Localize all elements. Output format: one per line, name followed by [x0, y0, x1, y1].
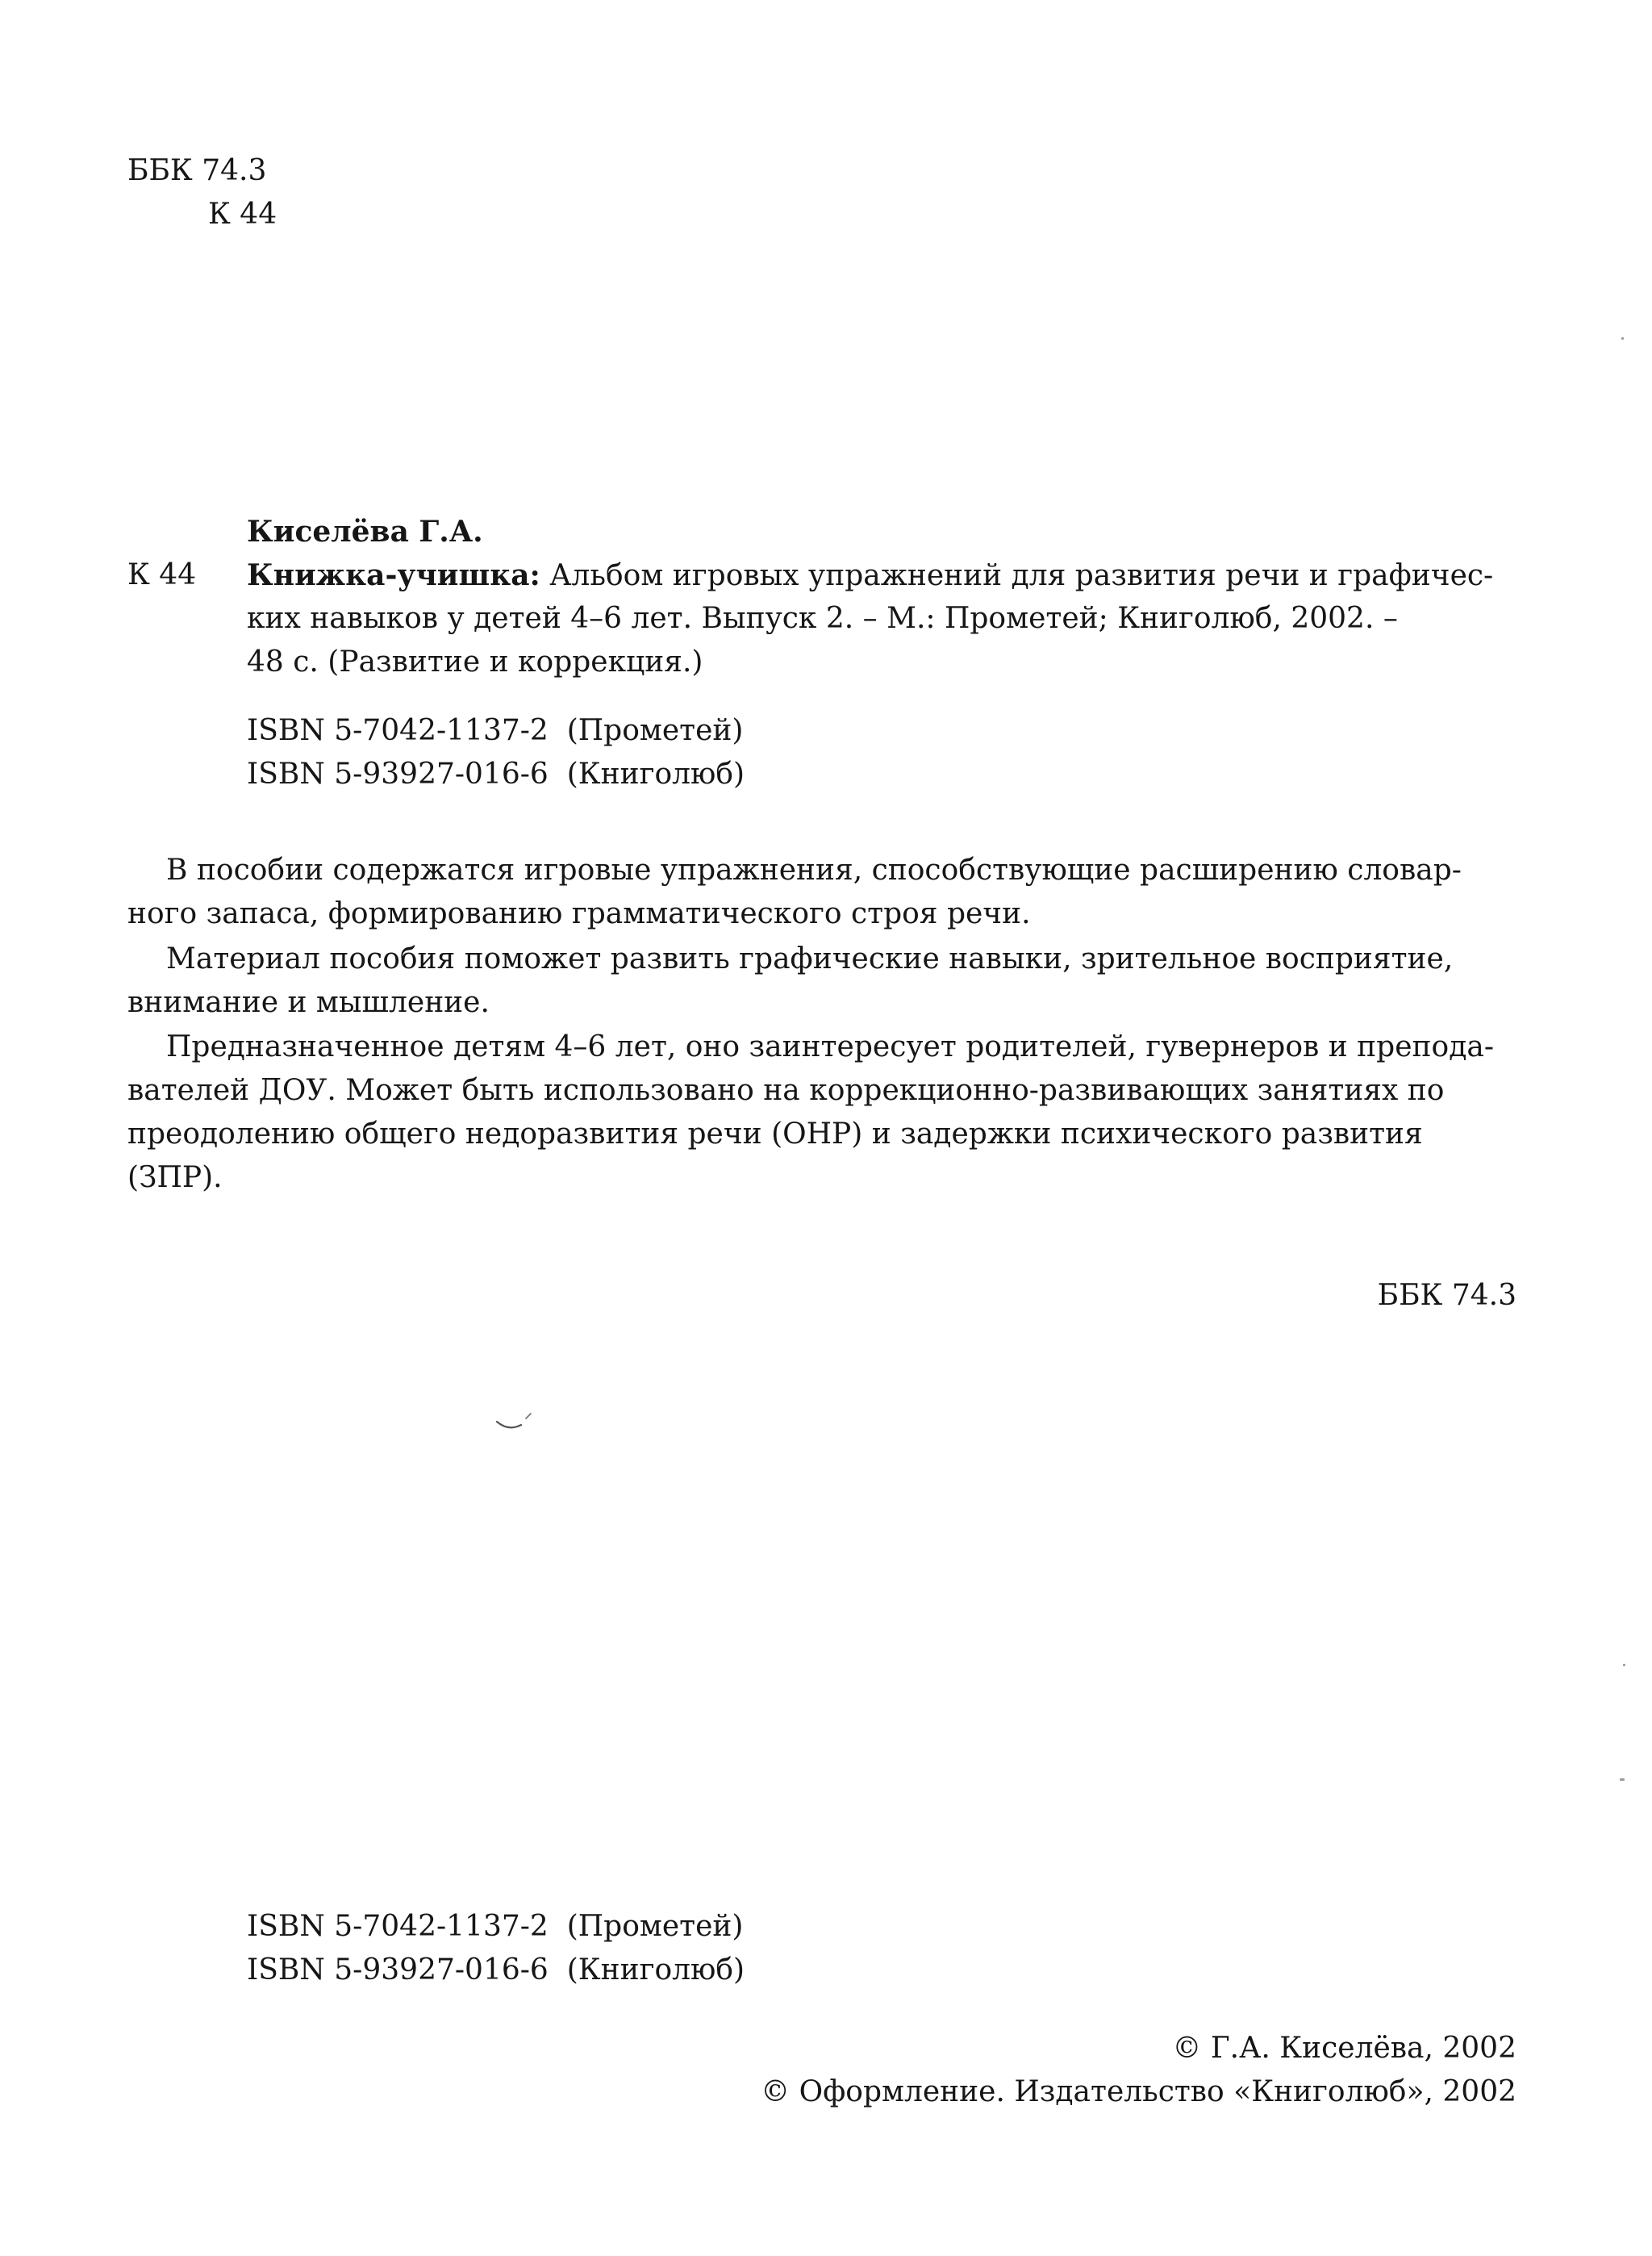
catalog-description-line-2: ких навыков у детей 4–6 лет. Выпуск 2. – М.: Прометей; Книголюб, 2002. –	[247, 602, 1398, 635]
catalog-author-code: К 44	[127, 558, 197, 591]
annotation-line: Предназначенное детям 4–6 лет, оно заинтересует родителей, гувернеров и препода-	[166, 1030, 1494, 1063]
scan-speck	[1623, 1664, 1625, 1666]
catalog-description-line-3: 48 с. (Развитие и коррекция.)	[247, 645, 703, 679]
bbk-classification-bottom: ББК 74.3	[1377, 1279, 1516, 1312]
isbn-number: ISBN 5-93927-016-6	[247, 758, 549, 791]
copyright-author: © Г.А. Киселёва, 2002	[1172, 2032, 1516, 2065]
scan-speck	[1621, 337, 1624, 340]
author-code-top: К 44	[208, 198, 277, 231]
isbn-publisher: (Книголюб)	[566, 758, 745, 791]
isbn-number: ISBN 5-93927-016-6	[247, 1953, 549, 1987]
isbn-bottom-2	[247, 1949, 745, 1991]
catalog-description-line-1-rest: Альбом игровых упражнений для развития речи и графичес-	[540, 559, 1494, 592]
isbn-publisher: (Прометей)	[566, 1910, 744, 1943]
scan-speck	[1620, 1778, 1625, 1781]
annotation-line: В пособии содержатся игровые упражнения, способствующие расширению словар-	[166, 854, 1462, 887]
annotation-line: преодолению общего недоразвития речи (ОНР) и задержки психического развития	[127, 1118, 1423, 1151]
isbn-number: ISBN 5-7042-1137-2	[247, 1910, 549, 1943]
pencil-mark-icon	[494, 1410, 539, 1435]
catalog-isbn-1	[247, 710, 743, 752]
annotation-line: (ЗПР).	[127, 1161, 223, 1194]
annotation-line: ного запаса, формированию грамматического строя речи.	[127, 897, 1031, 930]
annotation-line: вателей ДОУ. Может быть использовано на коррекционно-развивающих занятиях по	[127, 1074, 1445, 1107]
copyright-design: © Оформление. Издательство «Книголюб», 2002	[761, 2075, 1516, 2108]
bbk-classification-top: ББК 74.3	[127, 154, 267, 187]
isbn-publisher: (Книголюб)	[566, 1953, 745, 1987]
catalog-author: Киселёва Г.А.	[247, 515, 483, 549]
catalog-description-line-1	[247, 554, 1493, 597]
isbn-bottom-1	[247, 1906, 743, 1948]
catalog-isbn-2	[247, 754, 745, 796]
annotation-line: внимание и мышление.	[127, 986, 490, 1019]
catalog-title: Книжка-учишка:	[247, 558, 540, 592]
isbn-number: ISBN 5-7042-1137-2	[247, 714, 549, 747]
isbn-publisher: (Прометей)	[566, 714, 744, 747]
annotation-line: Материал пособия поможет развить графические навыки, зрительное восприятие,	[166, 942, 1454, 976]
